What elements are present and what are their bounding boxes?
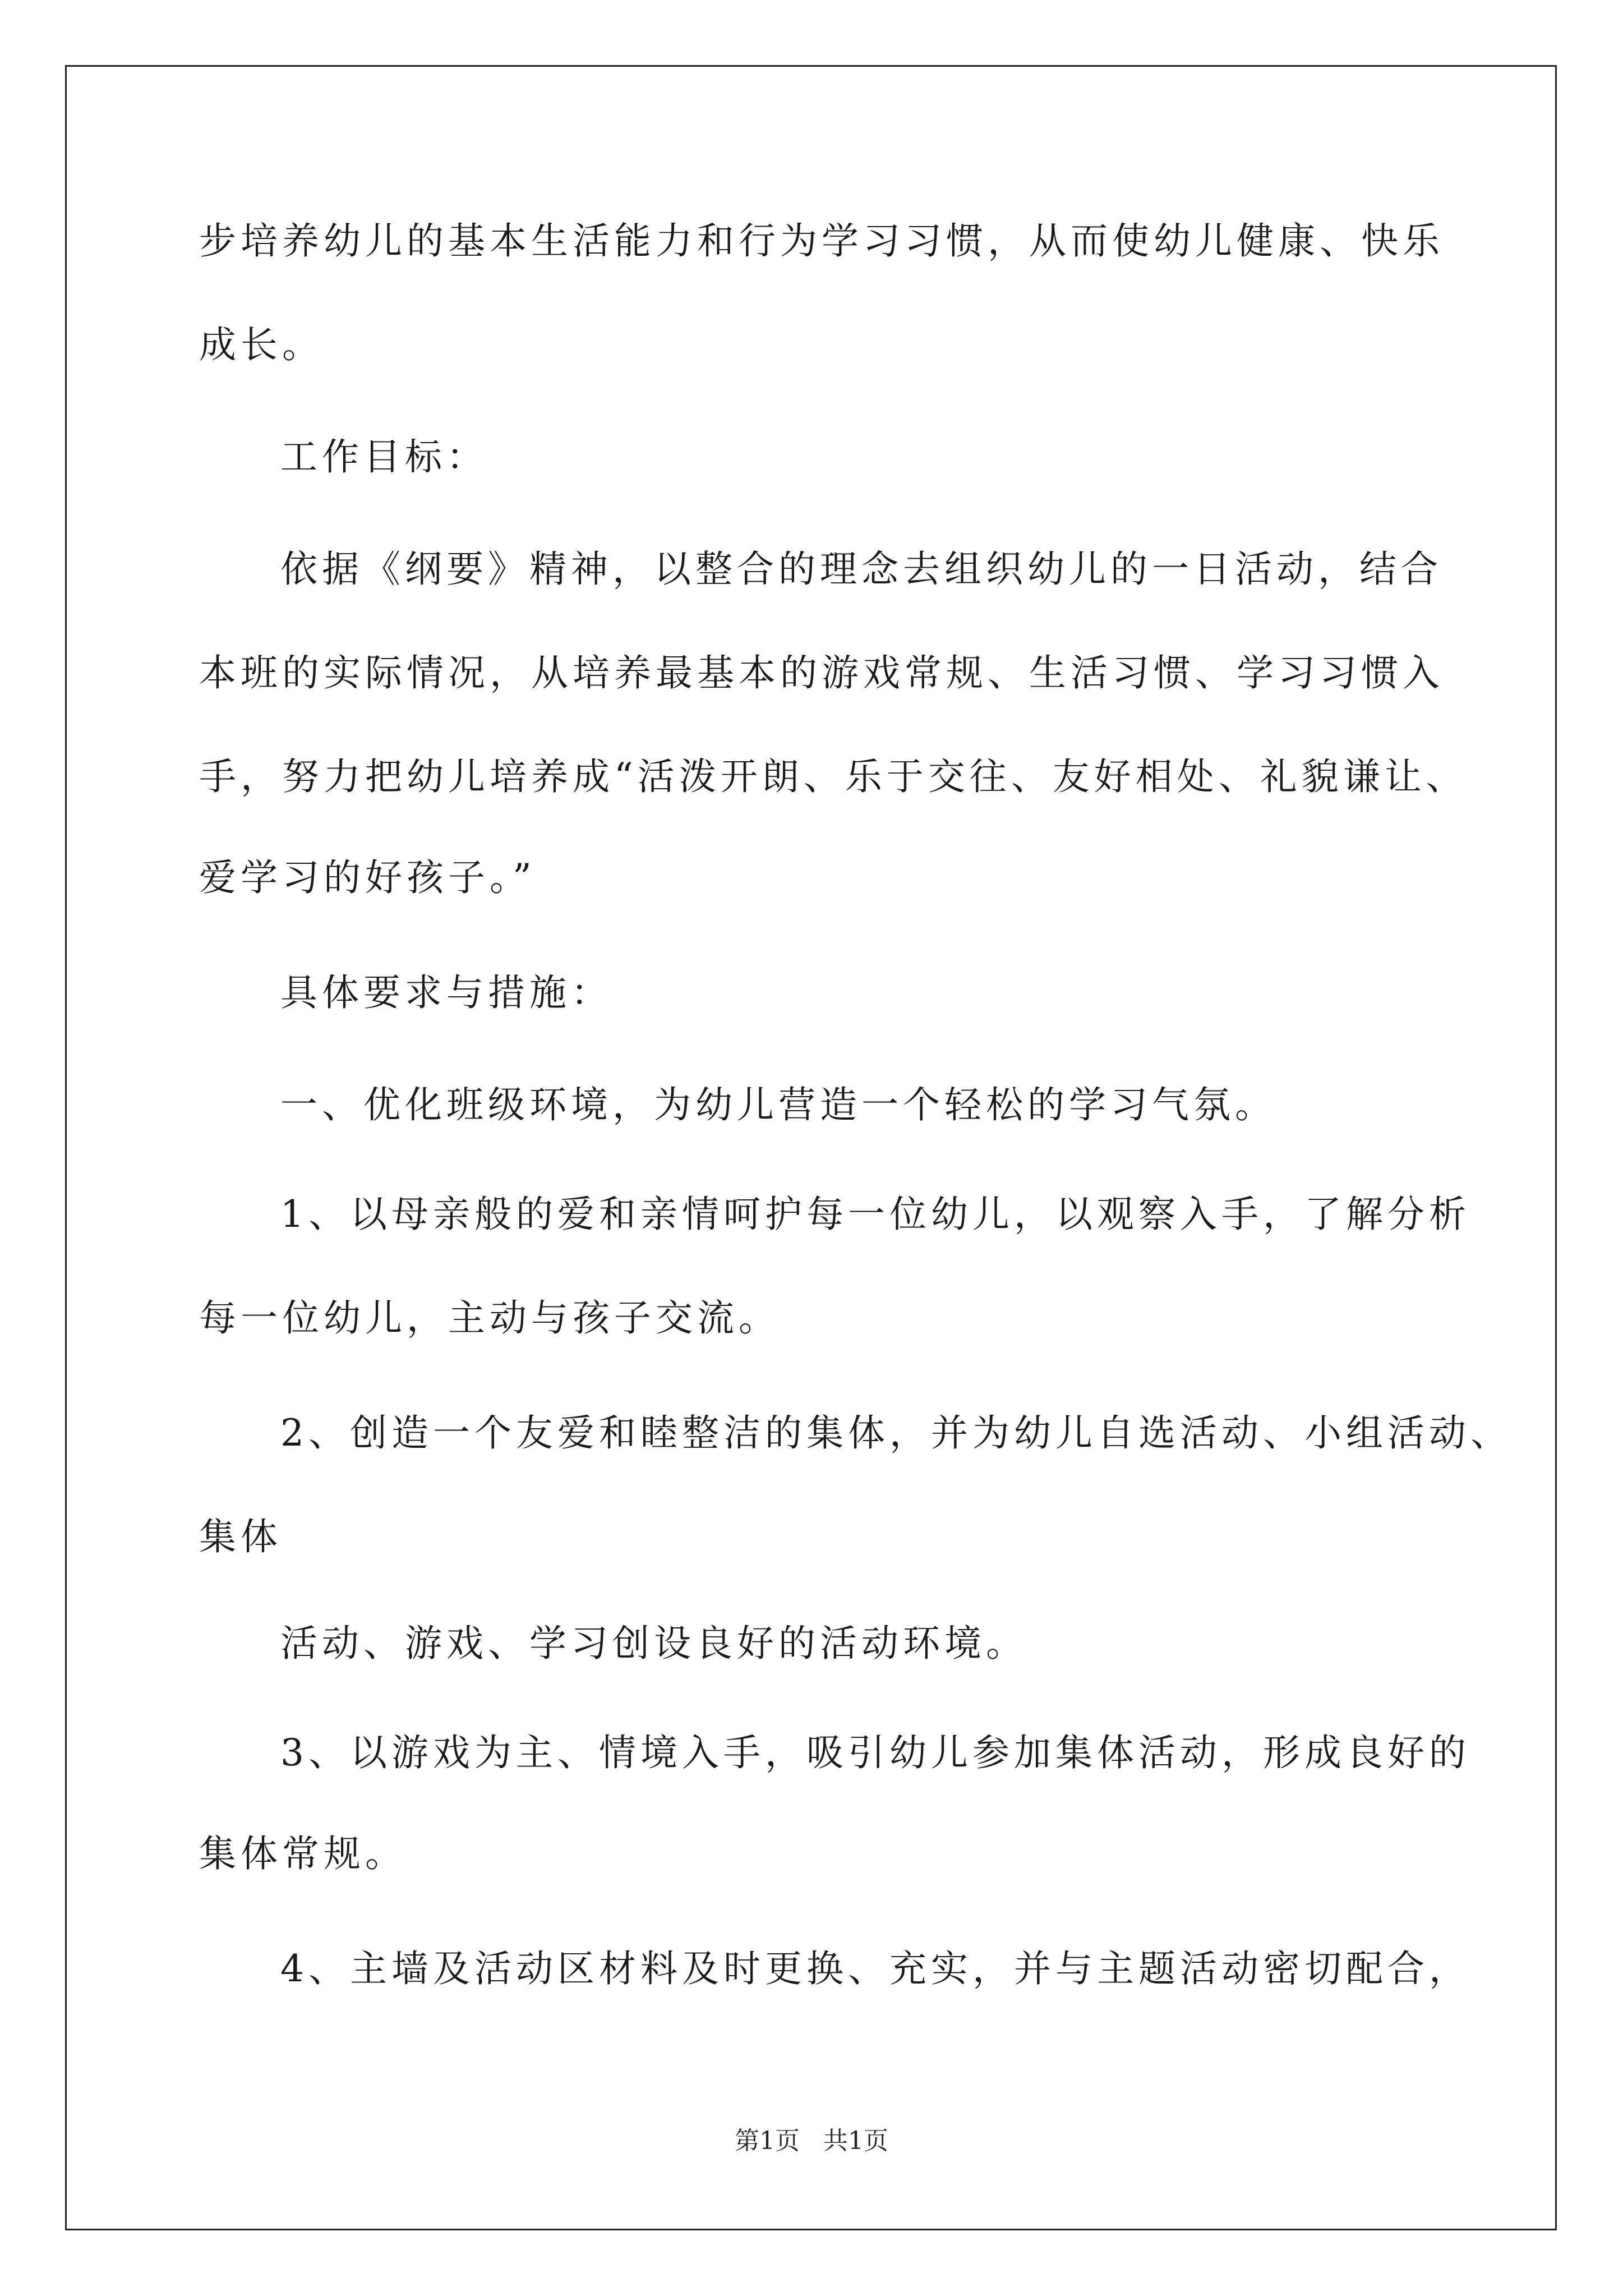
page-footer	[0, 2120, 1623, 2156]
text-line: 依据《纲要》精神，以整合的理念去组织幼儿的一日活动，结合	[280, 547, 1442, 591]
text-line: 2、创造一个友爱和睦整洁的集体，并为幼儿自选活动、小组活动、	[280, 1411, 1512, 1455]
text-line: 步培养幼儿的基本生活能力和行为学习习惯，从而使幼儿健康、快乐	[199, 219, 1444, 263]
text-line: 活动、游戏、学习创设良好的活动环境。	[280, 1622, 1027, 1665]
text-line: 手，努力把幼儿培养成“活泼开朗、乐于交往、友好相处、礼貌谦让、	[199, 755, 1468, 798]
text-line: 一、优化班级环境，为幼儿营造一个轻松的学习气氛。	[280, 1083, 1276, 1126]
text-line: 1、以母亲般的爱和亲情呵护每一位幼儿，以观察入手，了解分析	[280, 1193, 1470, 1236]
text-line: 集体常规。	[199, 1832, 407, 1875]
page-number: 第1页	[735, 2127, 800, 2155]
text-line: 3、以游戏为主、情境入手，吸引幼儿参加集体活动，形成良好的	[280, 1731, 1470, 1774]
section-heading-goals: 工作目标：	[280, 435, 488, 478]
text-line: 集体	[199, 1515, 282, 1558]
page-total: 共1页	[823, 2127, 888, 2155]
text-line: 爱学习的好孩子。”	[199, 856, 536, 899]
text-line: 4、主墙及活动区材料及时更换、充实，并与主题活动密切配合，	[280, 1947, 1470, 1990]
text-line: 本班的实际情况，从培养最基本的游戏常规、生活习惯、学习习惯入	[199, 651, 1444, 694]
text-line: 成长。	[199, 323, 324, 366]
section-heading-measures: 具体要求与措施：	[280, 971, 612, 1014]
page-border	[65, 65, 1557, 2230]
text-line: 每一位幼儿，主动与孩子交流。	[199, 1296, 780, 1340]
